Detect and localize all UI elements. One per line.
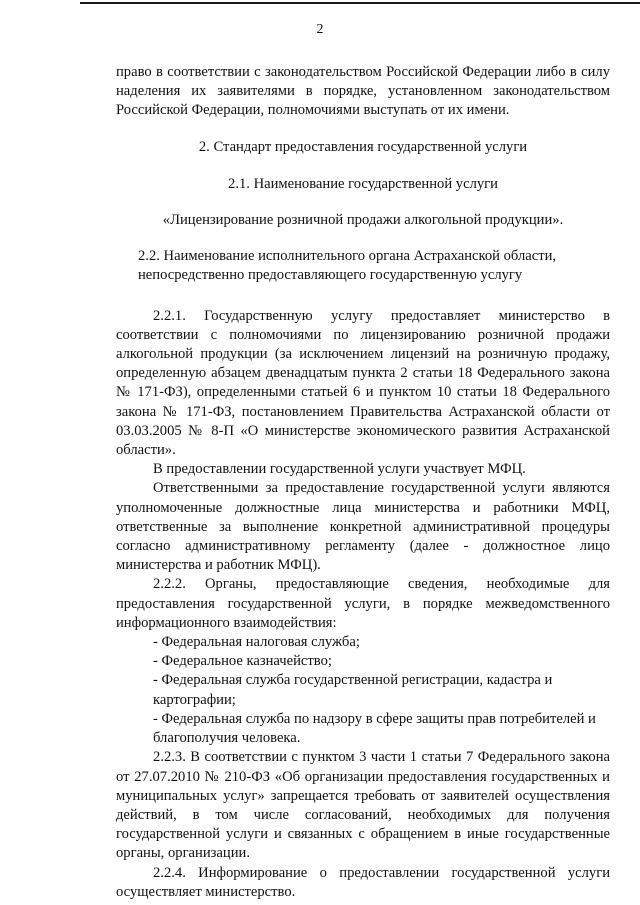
clause-2-2-2: 2.2.2. Органы, предоставляющие сведения, необходимые для предоставления государственной услуги, в порядке межведомственного информационного взаимодействия: bbox=[116, 576, 610, 631]
service-name: «Лицензирование розничной продажи алкогольной продукции». bbox=[162, 212, 564, 229]
clause-2-2-3: 2.2.3. В соответствии с пунктом 3 части 1 статьи 7 Федерального закона от 27.07.2010 № 210-ФЗ «Об организации предоставления государственных и муниципальных услуг» запрещается требовать от заявителей осуществления действий, в том числе согласований, необходимых для получения государственной услуги и связанных с обращением в иные государственные органы, организации. bbox=[116, 749, 610, 862]
list-item: - Федеральная налоговая служба; bbox=[153, 634, 360, 651]
document-body bbox=[116, 63, 610, 902]
subsection-heading: 2.1. Наименование государственной услуги bbox=[228, 175, 498, 192]
mfc-participation: В предоставлении государственной услуги участвует МФЦ. bbox=[153, 461, 526, 478]
list-item: - Федеральная служба государственной регистрации, кадастра и картографии; bbox=[153, 672, 553, 708]
subsection-heading-line: 2.2. Наименование исполнительного органа Астраханской области, bbox=[138, 248, 557, 265]
clause-2-2-4: 2.2.4. Информирование о предоставлении государственной услуги осуществляет министерство. bbox=[116, 864, 610, 900]
top-rule bbox=[80, 2, 640, 4]
intro-paragraph: право в соответствии с законодательством Российской Федерации либо в силу наделения их заявителями в порядке, установленном законодательством Российской Федерации, полномочиями выступать от их имени. bbox=[116, 64, 610, 119]
clause-2-2-1: 2.2.1. Государственную услугу предоставляет министерство в соответствии с полномочиями по лицензированию розничной продажи алкогольной продукции (за исключением лицензий на розничную продажу, определенную абзацем двенадцатым пункта 2 статьи 18 Федерального закона № 171-ФЗ), определенными статьей 6 и пунктом 10 статьи 18 Федерального закона № 171-ФЗ, постановлением Правительства Астраханской области от 03.03.2005 № 8-П «О министерстве экономического развития Астраханской области». bbox=[116, 307, 610, 459]
responsible-persons: Ответственными за предоставление государственной услуги являются уполномоченные должностные лица министерства и работники МФЦ, ответственные за выполнение конкретной административной процедуры согласно административному регламенту (далее - должностное лицо министерства и работник МФЦ). bbox=[116, 480, 610, 574]
subsection-heading-organ bbox=[116, 247, 610, 285]
list-item: - Федеральное казначейство; bbox=[153, 653, 332, 670]
section-heading: 2. Стандарт предоставления государственной услуги bbox=[198, 138, 528, 155]
list-item: - Федеральная служба по надзору в сфере защиты прав потребителей и благополучия человека. bbox=[153, 710, 596, 747]
subsection-heading-line: непосредственно предоставляющего государственную услугу bbox=[138, 267, 523, 284]
page-number: 2 bbox=[316, 22, 324, 37]
